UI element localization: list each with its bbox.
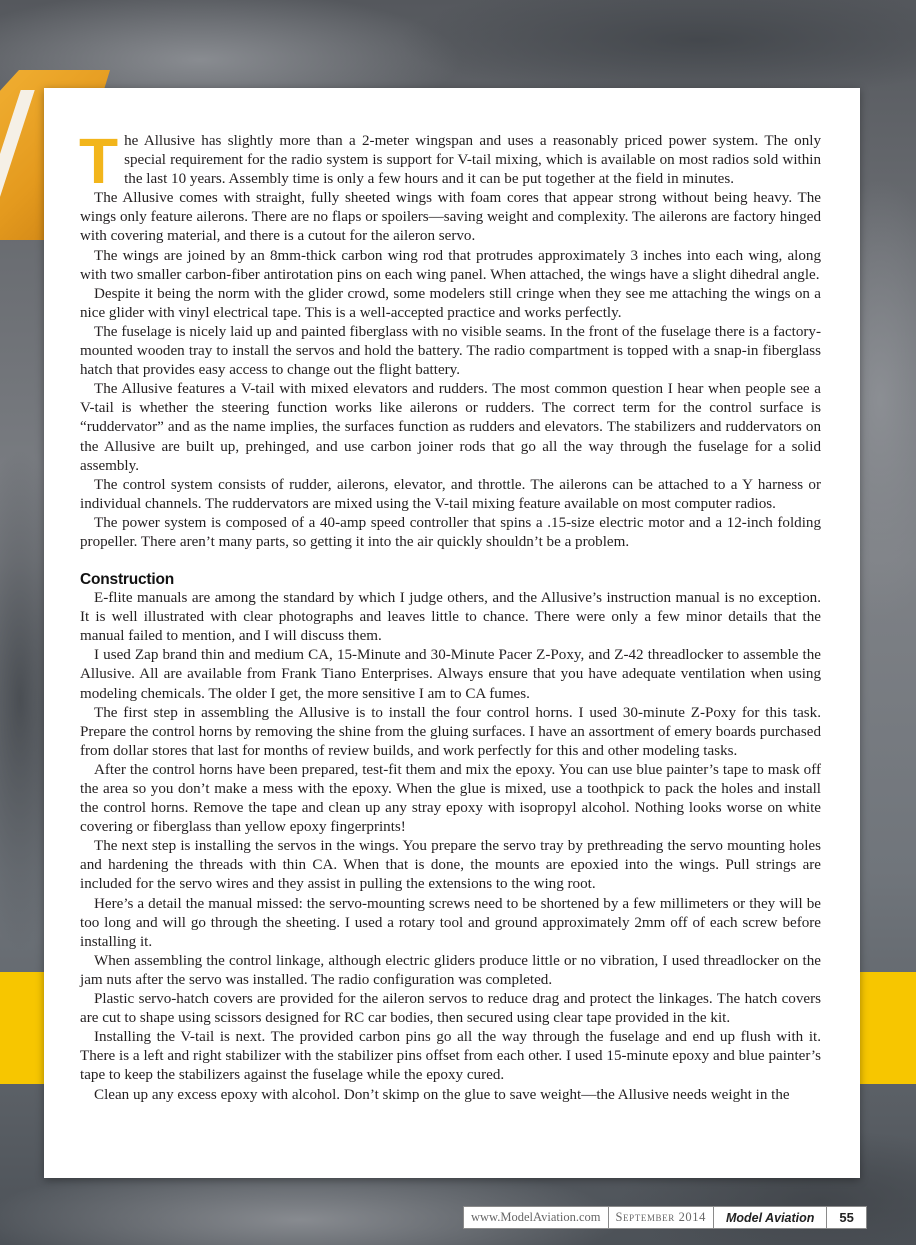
paragraph: After the control horns have been prepared, test-fit them and mix the epoxy. You can use blue painter’s tape to mask off the area so you don’t make a mess with the epoxy. When the glue is mixed, use a toothpick to pack the holes and install the control horns. Remove the tape and clean up any stray epoxy with isopropyl alcohol. Nothing looks worse on white covering or fiberglass than yellow epoxy fingerprints!: [80, 761, 821, 836]
paragraph: When assembling the control linkage, although electric gliders produce little or no vibration, I used threadlocker on the jam nuts after the servo was installed. The radio configuration was completed.: [80, 952, 821, 988]
paragraph: The power system is composed of a 40-amp speed controller that spins a .15-size electric motor and a 12-inch folding propeller. There aren’t many parts, so getting it into the air quickly shouldn’t be a problem.: [80, 514, 821, 550]
paragraph: Clean up any excess epoxy with alcohol. Don’t skimp on the glue to save weight—the Allusive needs weight in the: [94, 1086, 790, 1103]
paragraph: I used Zap brand thin and medium CA, 15-Minute and 30-Minute Pacer Z-Poxy, and Z-42 threadlocker to assemble the Allusive. All are available from Frank Tiano Enterprises. Always ensure that you have adequate ventilation when using modeling chemicals. The older I get, the more sensitive I am to CA fumes.: [80, 647, 821, 702]
paragraph: Despite it being the norm with the glider crowd, some modelers still cringe when they see me attaching the wings on a nice glider with vinyl electrical tape. This is a well-accepted practice and works perfectly.: [80, 285, 821, 321]
paragraph: Here’s a detail the manual missed: the servo-mounting screws need to be shortened by a few millimeters or they will be too long and will go through the sheeting. I used a rotary tool and ground approximately 2mm off of each screw before installing it.: [80, 895, 821, 950]
paragraph: Installing the V-tail is next. The provided carbon pins go all the way through the fuselage and end up flush with it. There is a left and right stabilizer with the stabilizer pins offset from each other. I used 15-minute epoxy and blue painter’s tape to keep the stabilizers against the fuselage while the epoxy cured.: [80, 1029, 821, 1084]
intro-paragraph: The Allusive has slightly more than a 2-meter wingspan and uses a reasonably priced power system. The only special requirement for the radio system is support for V-tail mixing, which is available on most radios sold within the last 10 years. Assembly time is only a few hours and it can be put together at the field in minutes.: [79, 125, 821, 197]
paragraph: Plastic servo-hatch covers are provided for the aileron servos to reduce drag and protect the linkages. The hatch covers are cut to shape using scissors designed for RC car bodies, then secured using clear tape provided in the kit.: [80, 991, 821, 1027]
article-page: [44, 88, 860, 1178]
paragraph: The first step in assembling the Allusive is to install the four control horns. I used 30-minute Z-Poxy for this task. Prepare the control horns by removing the shine from the gluing surfaces. I have an assortment of emery boards purchased from dollar stores that last for months of review builds, and work perfectly for this and other modeling tasks.: [80, 704, 821, 759]
footer-url[interactable]: www.ModelAviation.com: [464, 1207, 609, 1228]
paragraph: The next step is installing the servos in the wings. You prepare the servo tray by prethreading the servo mounting holes and hardening the threads with thin CA. When that is done, the mounts are epoxied into the wings. Pull strings are included for the servo wires and they assist in pulling the extensions to the wing root.: [80, 838, 821, 893]
section-heading: Construction: [80, 571, 175, 589]
paragraph: The fuselage is nicely laid up and painted fiberglass with no visible seams. In the front of the fuselage there is a factory-mounted wooden tray to install the servos and hold the battery. The radio compartment is topped with a snap-in fiberglass hatch that provides easy access to change out the flight battery.: [80, 323, 821, 379]
paragraph: The Allusive features a V-tail with mixed elevators and rudders. The most common question I hear when people see a V-tail is whether the steering function works like ailerons or rudders. The correct term for the control surface is “ruddervator” and as the name implies, the surfaces function as rudders and elevators. The stabilizers and ruddervators on the Allusive are built up, prehinged, and use carbon joiner rods that go all the way through the fuselage for a solid assembly.: [80, 381, 821, 474]
drop-cap: T: [79, 125, 119, 197]
paragraph: The control system consists of rudder, ailerons, elevator, and throttle. The ailerons can be attached to a Y harness or individual channels. The ruddervators are mixed using the V-tail mixing feature available on most computer radios.: [80, 476, 821, 512]
article-body: [79, 125, 821, 1105]
footer-date: September 2014: [609, 1207, 714, 1228]
page-footer: [463, 1206, 867, 1229]
yellow-band-right: [860, 972, 916, 1084]
footer-magazine: Model Aviation: [714, 1207, 827, 1228]
page-number: 55: [839, 1210, 854, 1225]
paragraph: E-flite manuals are among the standard by which I judge others, and the Allusive’s instruction manual is no exception. It is well illustrated with clear photographs and leaves little to chance. There were only a few minor details that the manual failed to mention, and I will discuss them.: [80, 590, 821, 645]
paragraph: The wings are joined by an 8mm-thick carbon wing rod that protrudes approximately 3 inches into each wing, along with two smaller carbon-fiber antirotation pins on each wing panel. When attached, the wings have a slight dihedral angle.: [80, 247, 821, 283]
paragraph: The Allusive comes with straight, fully sheeted wings with foam cores that appear strong without being heavy. The wings only feature ailerons. There are no flaps or spoilers—saving weight and complexity. The ailerons are factory hinged with covering material, and there is a cutout for the aileron servo.: [80, 190, 821, 245]
